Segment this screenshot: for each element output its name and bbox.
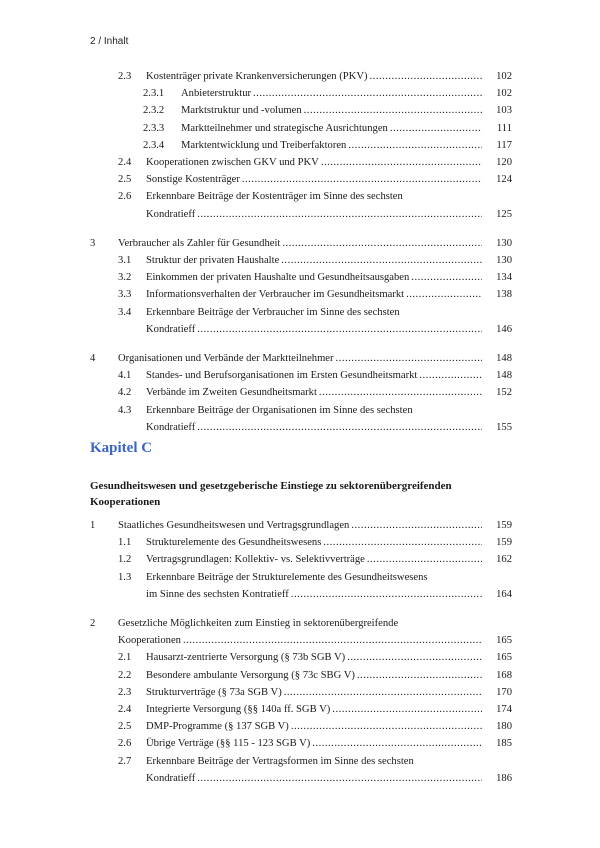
toc-entry-number: 2.6: [118, 738, 132, 750]
toc-entry-title: Besondere ambulante Versorgung (§ 73c SBG V): [146, 669, 355, 681]
toc-entry-page-number: 148: [496, 370, 512, 382]
toc-entry-number: 1.2: [118, 554, 132, 566]
toc-entry-title: Hausarzt-zentrierte Versorgung (§ 73b SGB V): [146, 652, 346, 664]
toc-entry-title-line: [146, 737, 482, 750]
toc-entry-title-line: [146, 588, 482, 601]
toc-entry-number: 1.3: [118, 571, 132, 583]
toc-entry-title: Staatliches Gesundheitswesen und Vertragsgrundlagen: [118, 520, 350, 531]
toc-leader-dots: [390, 122, 482, 135]
toc-leader-dots: [347, 651, 482, 664]
toc-entry-title-line: [146, 156, 482, 169]
toc-entry-title-line: [146, 386, 482, 399]
toc-entry-number: 2.5: [118, 174, 132, 186]
toc-entry-page-number: 120: [496, 157, 512, 168]
toc-entry-title-line: [118, 617, 400, 630]
toc-entry-title-line: [146, 404, 415, 417]
toc-entry-title-line: [146, 755, 416, 768]
toc-entry-title-line: [146, 208, 482, 221]
toc-entry-title: Erkennbare Beiträge der Vertragsformen im Sinne des sechsten: [146, 755, 414, 767]
toc-entry-title: Erkennbare Beiträge der Strukturelemente des Gesundheitswesens: [146, 571, 428, 583]
toc-entry-page-number: 186: [496, 772, 512, 784]
toc-entry-page-number: 102: [496, 71, 512, 82]
toc-entry-title: Erkennbare Beiträge der Verbraucher im Sinne des sechsten: [146, 306, 400, 318]
toc-leader-dots: [406, 288, 482, 301]
toc-leader-dots: [319, 386, 482, 399]
toc-entry-number: 2.3: [118, 686, 132, 698]
toc-entry-page-number: 146: [496, 323, 512, 335]
toc-leader-dots: [197, 421, 482, 434]
toc-entry-page-number: 164: [496, 588, 512, 600]
toc-leader-dots: [411, 271, 482, 284]
toc-entry-page-number: 159: [496, 537, 512, 549]
toc-entry-number: 3.3: [118, 289, 132, 301]
toc-leader-dots: [183, 634, 482, 647]
toc-entry-title-continued: Kondratieff: [146, 208, 196, 220]
toc-entry-title-line: [181, 104, 482, 117]
toc-leader-dots: [348, 139, 482, 152]
toc-entry-title-line: [146, 190, 405, 203]
toc-entry-title-continued: Kondratieff: [146, 421, 196, 433]
chapter-subtitle: Gesundheitswesen und gesetzgeberische Einstiege zu sektorenübergreifenden Kooperationen: [90, 480, 452, 508]
toc-entry-title: Erkennbare Beiträge der Kostenträger im Sinne des sechsten: [146, 191, 403, 203]
toc-leader-dots: [332, 703, 482, 716]
toc-entry-title-line: [181, 122, 482, 135]
toc-entry-page-number: 185: [496, 738, 512, 750]
toc-entry-title-line: [146, 323, 482, 336]
toc-leader-dots: [253, 87, 482, 100]
toc-entry-title: Strukturelemente des Gesundheitswesens: [146, 537, 322, 549]
toc-leader-dots: [284, 686, 482, 699]
toc-entry-title: DMP-Programme (§ 137 SGB V): [146, 721, 289, 733]
toc-entry-page-number: 155: [496, 421, 512, 433]
toc-leader-dots: [291, 720, 482, 733]
toc-entry-page-number: 148: [496, 353, 512, 364]
toc-entry-number: 4.3: [118, 404, 132, 416]
toc-entry-page-number: 159: [496, 520, 512, 531]
toc-entry-title-line: [146, 288, 482, 301]
toc-entry-page-number: 152: [496, 387, 512, 399]
toc-entry-page-number: 162: [496, 554, 512, 566]
toc-entry-number: 3.1: [118, 255, 132, 266]
chapter-heading: Kapitel C: [90, 440, 153, 456]
toc-leader-dots: [370, 70, 482, 83]
toc-entry-title: Informationsverhalten der Verbraucher im Gesundheitsmarkt: [146, 289, 405, 301]
toc-entry-number: 1.1: [118, 537, 132, 549]
toc-entry-page-number: 103: [496, 105, 512, 117]
toc-entry-page-number: 168: [496, 669, 512, 681]
toc-entry-title-line: [146, 421, 482, 434]
toc-entry-page-number: 165: [496, 635, 512, 647]
toc-leader-dots: [323, 536, 482, 549]
toc-entry-page-number: 130: [496, 255, 512, 266]
toc-entry-title: Marktteilnehmer und strategische Ausrichtungen: [181, 122, 388, 134]
toc-entry-number: 3.4: [118, 306, 132, 318]
toc-entry-title-line: [146, 369, 482, 382]
toc-entry-page-number: 111: [496, 122, 512, 134]
toc-leader-dots: [282, 237, 482, 250]
toc-leader-dots: [419, 369, 482, 382]
toc-entry-title-line: [181, 87, 482, 100]
toc-leader-dots: [321, 156, 482, 169]
toc-entry-title: Übrige Verträge (§§ 115 - 123 SGB V): [146, 738, 311, 750]
toc-leader-dots: [351, 519, 482, 532]
toc-entry-title-continued: Kondratieff: [146, 323, 196, 335]
toc-entry-title: Sonstige Kostenträger: [146, 174, 240, 186]
toc-entry-title-line: [181, 139, 482, 152]
toc-entry-title: Kostenträger private Krankenversicherungen (PKV): [146, 71, 368, 82]
toc-entry-page-number: 124: [496, 174, 512, 186]
toc-entry-title-line: [146, 651, 482, 664]
toc-entry-title: Verbände im Zweiten Gesundheitsmarkt: [146, 387, 317, 399]
toc-leader-dots: [357, 669, 482, 682]
toc-entry-title: Verbraucher als Zahler für Gesundheit: [118, 237, 281, 249]
toc-entry-title-line: [146, 686, 482, 699]
toc-leader-dots: [304, 104, 482, 117]
toc-entry-title-line: [146, 669, 482, 682]
toc-entry-title-line: [146, 772, 482, 785]
toc-entry-number: 1: [90, 520, 96, 531]
toc-entry-title-line: [146, 271, 482, 284]
toc-entry-title-line: [118, 352, 482, 365]
toc-leader-dots: [281, 254, 482, 267]
toc-entry-title-line: [118, 634, 482, 647]
toc-entry-title: Organisationen und Verbände der Marktteilnehmer: [118, 353, 334, 364]
toc-entry-number: 2.5: [118, 721, 132, 733]
toc-entry-title-line: [146, 571, 430, 584]
toc-entry-title: Standes- und Berufsorganisationen im Ersten Gesundheitsmarkt: [146, 370, 418, 382]
toc-entry-number: 2.3.1: [143, 88, 165, 100]
toc-entry-number: 2.4: [118, 704, 132, 715]
toc-entry-title: Einkommen der privaten Haushalte und Gesundheitsausgaben: [146, 272, 410, 284]
toc-entry-title: Struktur der privaten Haushalte: [146, 255, 280, 266]
toc-entry-page-number: 117: [496, 139, 512, 151]
toc-entry-page-number: 138: [496, 289, 512, 301]
toc-leader-dots: [197, 772, 482, 785]
toc-entry-title-line: [118, 519, 482, 532]
toc-leader-dots: [312, 737, 482, 750]
toc-entry-title: Kooperationen zwischen GKV und PKV: [146, 157, 319, 168]
toc-entry-number: 2.3.2: [143, 105, 165, 117]
page-header: 2 / Inhalt: [90, 36, 129, 47]
toc-entry-title-continued: Kondratieff: [146, 772, 196, 784]
toc-entry-number: 3.2: [118, 272, 132, 284]
toc-entry-title-line: [118, 237, 482, 250]
toc-entry-title-line: [146, 254, 482, 267]
toc-entry-title-line: [146, 306, 402, 319]
toc-leader-dots: [197, 323, 482, 336]
toc-entry-number: 2.6: [118, 191, 132, 203]
toc-entry-number: 2: [90, 618, 96, 629]
toc-entry-page-number: 180: [496, 721, 512, 733]
toc-entry-title: Vertragsgrundlagen: Kollektiv- vs. Selektivverträge: [146, 554, 365, 566]
toc-leader-dots: [242, 173, 482, 186]
toc-entry-number: 2.3.4: [143, 139, 165, 151]
toc-entry-title-line: [146, 70, 482, 83]
toc-entry-number: 2.1: [118, 652, 132, 664]
toc-entry-title: Anbieterstruktur: [181, 88, 252, 100]
toc-entry-title-line: [146, 720, 482, 733]
toc-entry-number: 2.3.3: [143, 122, 165, 134]
toc-entry-title-continued: im Sinne des sechsten Kontratieff: [146, 588, 289, 600]
toc-entry-title-line: [146, 703, 482, 716]
toc-entry-page-number: 165: [496, 652, 512, 664]
toc-entry-title: Strukturverträge (§ 73a SGB V): [146, 686, 282, 698]
toc-entry-page-number: 174: [496, 704, 512, 715]
toc-entry-title: Marktentwicklung und Treiberfaktoren: [181, 139, 347, 151]
toc-entry-page-number: 134: [496, 272, 512, 284]
toc-entry-title-line: [146, 173, 482, 186]
toc-entry-number: 4.2: [118, 387, 132, 399]
toc-entry-number: 2.7: [118, 755, 132, 767]
toc-leader-dots: [367, 553, 482, 566]
toc-entry-number: 2.4: [118, 157, 132, 168]
toc-entry-page-number: 102: [496, 88, 512, 100]
toc-entry-number: 3: [90, 237, 96, 249]
toc-entry-page-number: 125: [496, 208, 512, 220]
toc-entry-title-line: [146, 553, 482, 566]
toc-entry-title: Marktstruktur und -volumen: [181, 105, 302, 117]
toc-entry-title: Integrierte Versorgung (§§ 140a ff. SGB V): [146, 704, 331, 715]
toc-entry-number: 2.2: [118, 669, 132, 681]
toc-leader-dots: [336, 352, 482, 365]
toc-entry-number: 2.3: [118, 71, 132, 82]
toc-entry-number: 4.1: [118, 370, 132, 382]
toc-entry-title-line: [146, 536, 482, 549]
toc-entry-number: 4: [90, 353, 96, 364]
toc-entry-title-continued: Kooperationen: [118, 635, 181, 647]
toc-entry-title: Gesetzliche Möglichkeiten zum Einstieg in sektorenübergreifende: [118, 618, 399, 629]
toc-entry-page-number: 130: [496, 237, 512, 249]
toc-leader-dots: [291, 588, 482, 601]
toc-leader-dots: [197, 208, 482, 221]
toc-entry-title: Erkennbare Beiträge der Organisationen im Sinne des sechsten: [146, 404, 413, 416]
toc-entry-page-number: 170: [496, 686, 512, 698]
